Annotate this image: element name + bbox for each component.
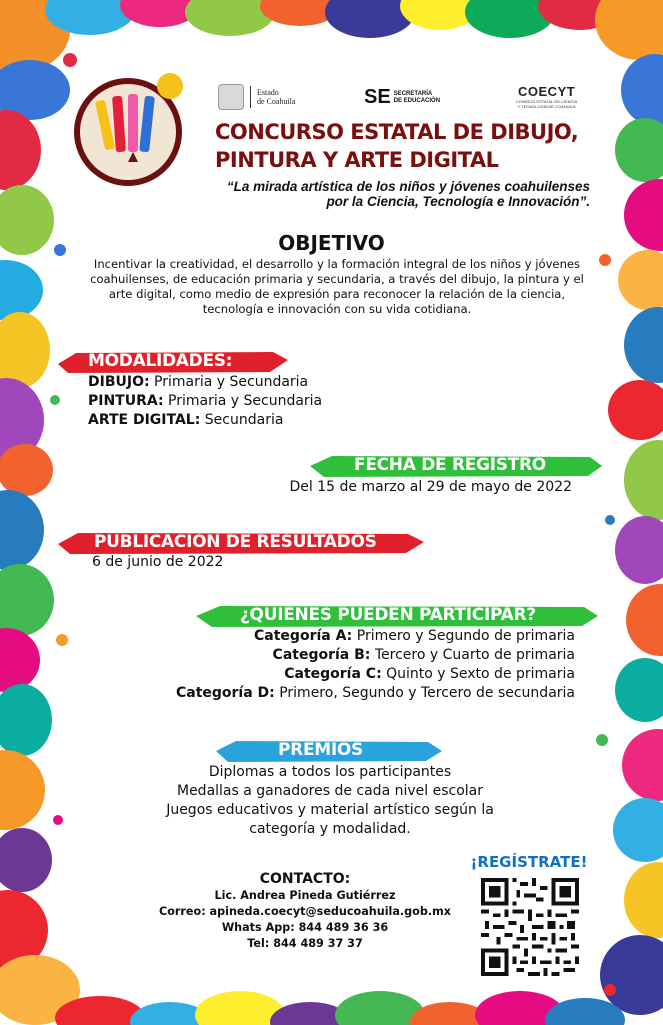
title-line-2: PINTURA Y ARTE DIGITAL	[215, 148, 499, 172]
coahuila-logo-text-top: Estado	[257, 88, 279, 97]
registro-text: Del 15 de marzo al 29 de mayo de 2022	[289, 479, 572, 495]
list-item: DIBUJO: Primaria y Secundaria	[88, 374, 309, 390]
se-logo	[364, 86, 440, 109]
modalidades-list	[88, 373, 322, 430]
registro-heading: FECHA DE REGISTRO	[354, 455, 546, 475]
participantes-heading: ¿QUIÉNES PUEDEN PARTICIPAR?	[240, 605, 536, 625]
list-item: Juegos educativos y material artístico según la	[166, 802, 494, 818]
se-logo-big: SE	[364, 86, 391, 108]
premios-heading: PREMIOS	[278, 740, 364, 760]
subtitle	[150, 179, 590, 209]
resultados-banner	[58, 531, 424, 555]
list-item: Medallas a ganadores de cada nivel escolar	[176, 783, 483, 799]
premios-list	[110, 763, 550, 839]
registro-banner	[310, 454, 602, 478]
list-item: categoría y modalidad.	[249, 821, 411, 837]
coahuila-logo-text-bottom: de Coahuila	[257, 97, 296, 106]
contact-name: Lic. Andrea Pineda Gutiérrez	[214, 889, 396, 902]
premios-banner	[216, 739, 442, 763]
modalidades-banner	[58, 350, 288, 374]
coecyt-logo-sub-1: CONSEJO ESTATAL DE CIENCIA	[516, 99, 578, 104]
objetivo-text: Incentivar la creatividad, el desarrollo y la formación integral de los niños y jóvenes coahuilenses, de educación primaria y secundaria, a través del dibujo, la pintura y el arte digital, como medio de expresión para reconocer la relación de la ciencia, tecnología e innovación con su vida cotidiana.	[90, 257, 584, 316]
contact-tel: Tel: 844 489 37 37	[247, 937, 363, 950]
page-title	[215, 118, 578, 174]
resultados-heading: PUBLICACIÓN DE RESULTADOS	[94, 532, 377, 552]
list-item: Categoría C: Quinto y Sexto de primaria	[284, 666, 575, 682]
list-item: Categoría A: Primero y Segundo de primaria	[254, 628, 575, 644]
contact-block	[145, 870, 465, 952]
subtitle-line-1: “La mirada artística de los niños y jóvenes coahuilenses	[226, 179, 590, 194]
coahuila-logo	[218, 84, 295, 110]
title-line-1: CONCURSO ESTATAL DE DIBUJO,	[215, 120, 579, 144]
registrate-label: ¡REGÍSTRATE!	[470, 853, 588, 871]
modalidades-heading: MODALIDADES:	[88, 351, 233, 371]
coahuila-seal-icon	[218, 84, 244, 110]
contact-heading: CONTACTO:	[259, 871, 351, 887]
participantes-list	[100, 627, 575, 703]
list-item: Categoría D: Primero, Segundo y Tercero de secundaria	[175, 685, 575, 701]
list-item: PINTURA: Primaria y Secundaria	[88, 393, 323, 409]
objetivo-heading: OBJETIVO	[278, 231, 385, 255]
se-logo-sub-1: SECRETARÍA	[393, 90, 433, 97]
participantes-banner	[196, 604, 598, 628]
coecyt-logo	[516, 84, 577, 109]
qr-code-icon[interactable]	[480, 878, 580, 976]
resultados-text: 6 de junio de 2022	[92, 554, 224, 570]
coecyt-logo-big: COECYT	[518, 84, 576, 99]
sponsor-logos	[218, 84, 578, 114]
list-item: Categoría B: Tercero y Cuarto de primaria	[272, 647, 575, 663]
se-logo-sub-2: DE EDUCACIÓN	[393, 97, 441, 104]
coecyt-logo-sub-2: Y TECNOLOGÍA DE COAHUILA	[517, 104, 576, 109]
list-item: Diplomas a todos los participantes	[208, 764, 452, 780]
contact-email[interactable]: Correo: apineda.coecyt@seducoahuila.gob.mx	[158, 905, 451, 918]
brushes-logo-icon	[70, 70, 190, 190]
contact-whatsapp: Whats App: 844 489 36 36	[221, 921, 389, 934]
list-item: ARTE DIGITAL: Secundaria	[88, 412, 284, 428]
subtitle-line-2: por la Ciencia, Tecnología e Innovación”.	[326, 194, 590, 209]
